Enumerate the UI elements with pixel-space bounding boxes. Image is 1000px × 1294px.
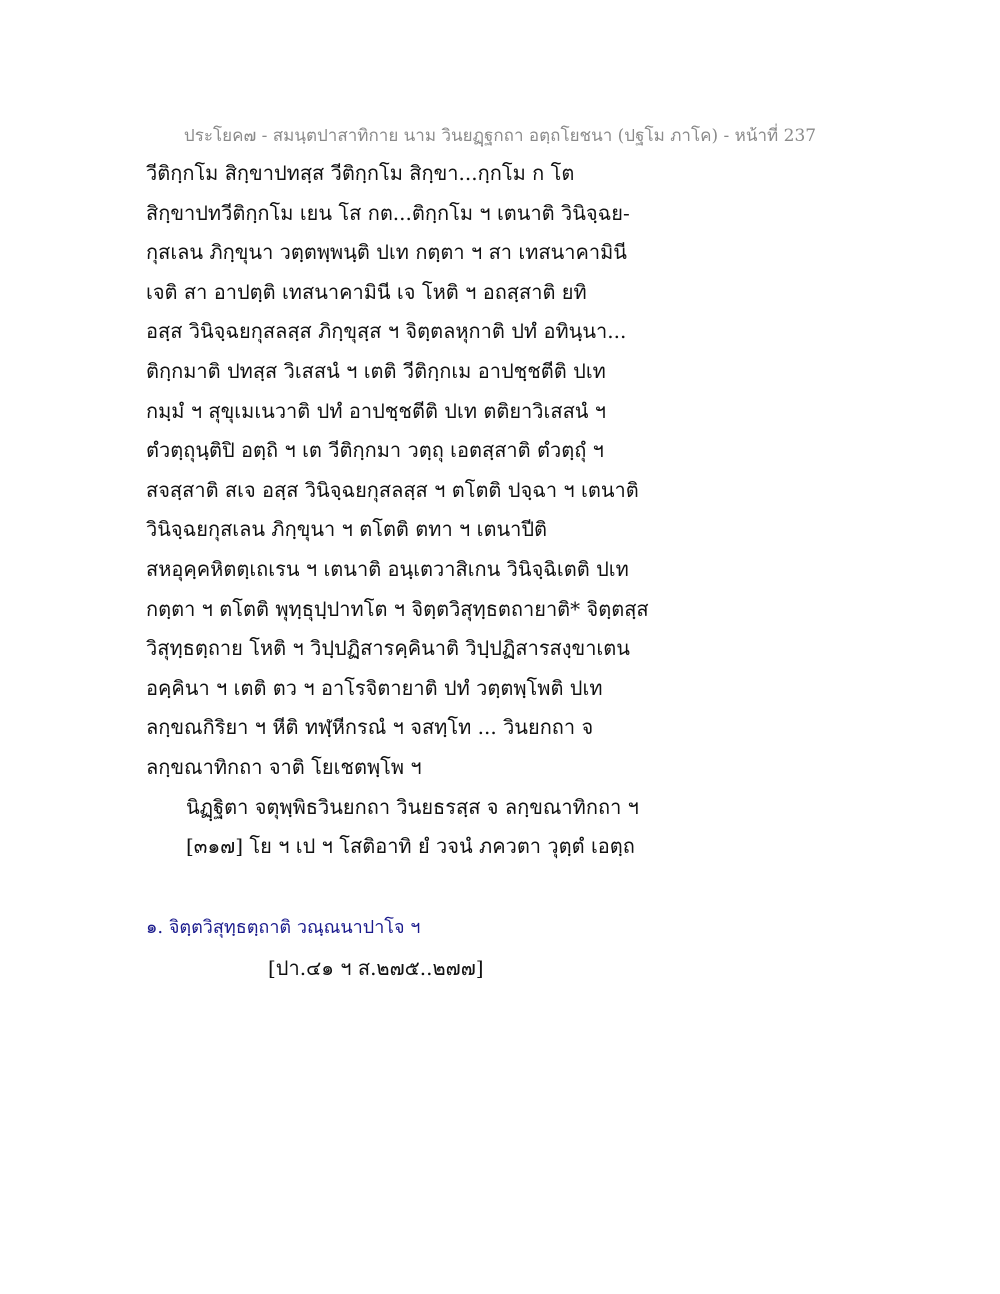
text-line: กุสเลน ภิกฺขุนา วตฺตพฺพนฺติ ปเท กตฺตา ฯ สา เทสนาคามินี <box>146 240 627 265</box>
text-line: วินิจฺฉยกุสเลน ภิกฺขุนา ฯ ตโตติ ตทา ฯ เตนาปีติ <box>146 517 548 542</box>
page-header: ประโยค๗ - สมนฺตปาสาทิกาย นาม วินยฏฺฐกถา อตฺถโยชนา (ปฐโม ภาโค) - หน้าที่ 237 <box>183 126 817 146</box>
text-line: สหอุคฺคหิตตฺเถเรน ฯ เตนาติ อนฺเตวาสิเกน วินิจฺฉิเตติ ปเท <box>146 556 629 581</box>
text-line: สจสฺสาติ สเจ อสฺส วินิจฺฉยกุสลสฺส ฯ ตโตติ ปจฺฉา ฯ เตนาติ <box>146 477 639 502</box>
indented-text-line: นิฏฺฐิตา จตุพฺพิธวินยกถา วินยธรสฺส จ ลกฺขณาทิกถา ฯ <box>186 794 639 819</box>
text-line: กมฺมํ ฯ สุขุเมเนวาติ ปทํ อาปชฺชตีติ ปเท ตติยาวิเสสนํ ฯ <box>146 398 607 423</box>
text-line: ตํวตฺถุนฺติปิ อตฺถิ ฯ เต วีติกฺกมา วตฺถุ เอตสฺสาติ ตํวตฺถุํ ฯ <box>146 438 604 463</box>
text-line: ลกฺขณาทิกถา จาติ โยเชตพฺโพ ฯ <box>146 754 422 779</box>
text-line: วีติกฺกโม สิกฺขาปทสฺส วีติกฺกโม สิกฺขา...กฺกโม ก โต <box>146 161 575 185</box>
page-reference: [ปา.๔๑ ฯ ส.๒๗๕..๒๗๗] <box>268 956 484 980</box>
text-line: ลกฺขณกิริยา ฯ หีติ ทฬฺหีกรณํ ฯ จสทฺโท ... วินยกถา จ <box>146 715 594 740</box>
text-line: อคฺคินา ฯ เตติ ตว ฯ อาโรจิตายาติ ปทํ วตฺตพฺโพติ ปเท <box>146 675 603 700</box>
footnote: ๑. จิตฺตวิสุทฺธตฺถาติ วณฺณนาปาโจ ฯ <box>146 917 421 938</box>
text-line: สิกฺขาปทวีติกฺกโม เยน โส กต...ติกฺกโม ฯ เตนาติ วินิจฺฉย- <box>146 200 630 225</box>
text-line: กตฺตา ฯ ตโตติ พุทฺธุปฺปาทโต ฯ จิตฺตวิสุทฺธตถายาติ* จิตฺตสฺส <box>146 596 649 621</box>
text-line: เจติ สา อาปตฺติ เทสนาคามินี เจ โหติ ฯ อถสฺสาติ ยทิ <box>146 279 587 304</box>
text-line: วิสุทฺธตฺถาย โหติ ฯ วิปฺปฏิสารคฺคินาติ วิปฺปฏิสารสงฺขาเตน <box>146 636 630 661</box>
indented-text-line: [๓๑๗] โย ฯ เป ฯ โสติอาทิ ยํ วจนํ ภควตา วุตฺตํ เอตฺถ <box>186 834 635 859</box>
body-text <box>146 154 906 867</box>
text-line: อสฺส วินิจฺฉยกุสลสฺส ภิกฺขุสฺส ฯ จิตฺตลหุกาติ ปทํ อทินฺนา... <box>146 319 627 344</box>
text-line: ติกฺกมาติ ปทสฺส วิเสสนํ ฯ เตติ วีติกฺกเม อาปชฺชตีติ ปเท <box>146 358 606 383</box>
